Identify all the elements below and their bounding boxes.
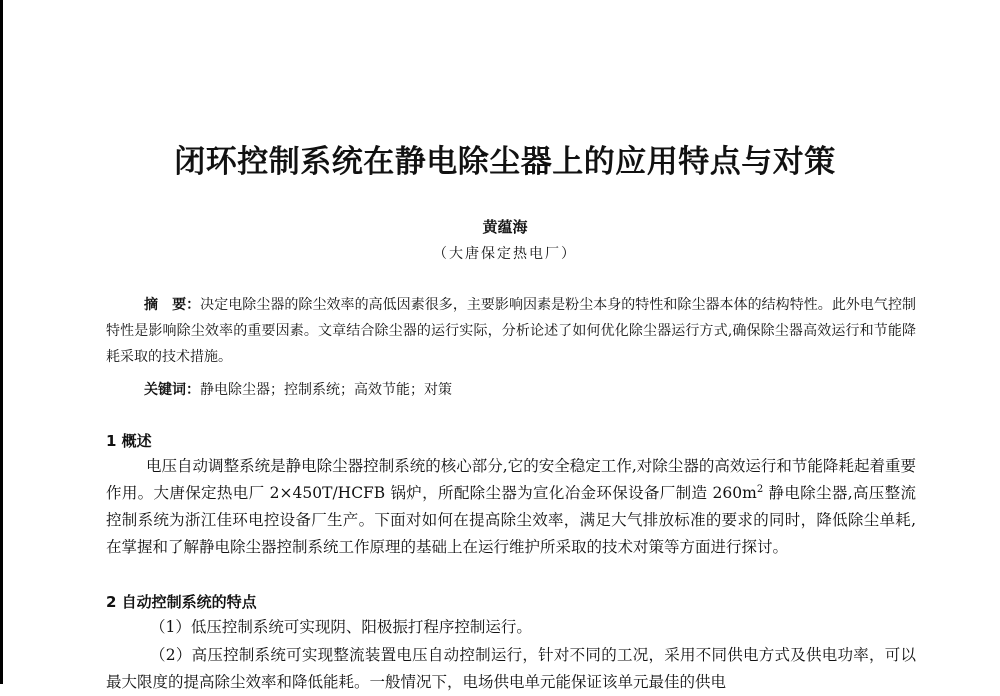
section-1-text-b: 静电除尘器,高压整流控制系统为浙江佳环电控设备厂生产。下面对如何在提高除尘效率，满足大气排放标准的要求的同时，降低除尘单耗,在掌握和了解静电除尘器控制系统工作原理的基础上在运行维护所采取的技术对策等方面进行探讨。	[106, 484, 916, 556]
scan-edge	[0, 0, 3, 684]
keywords-text: 静电除尘器；控制系统；高效节能；对策	[200, 382, 452, 398]
author-name: 黄蕴海	[482, 218, 528, 236]
paper-title: 闭环控制系统在静电除尘器上的应用特点与对策	[174, 144, 836, 180]
abstract-text: 决定电除尘器的除尘效率的高低因素很多，主要影响因素是粉尘本身的特性和除尘器本体的结构特性。此外电气控制特性是影响除尘效率的重要因素。文章结合除尘器的运行实际，分析论述了如何优化除尘器运行方式,确保除尘器高效运行和节能降耗采取的技术措施。	[106, 297, 917, 365]
author-affiliation: （大唐保定热电厂）	[433, 246, 577, 262]
abstract-label: 摘 要：	[144, 297, 201, 313]
section-2-item-1: （1）低压控制系统可实现阴、阳极振打程序控制运行。	[150, 618, 532, 636]
superscript-2: 2	[756, 483, 764, 495]
section-1-heading: 1 概述	[106, 432, 152, 450]
keywords-label: 关键词：	[144, 382, 200, 398]
section-1-paragraph	[106, 453, 916, 561]
keywords	[144, 378, 904, 402]
section-1-text-a: 电压自动调整系统是静电除尘器控制系统的核心部分,它的安全稳定工作,对除尘器的高效运行和节能降耗起着重要作用。大唐保定热电厂 2×450T/HCFB 锅炉，所配除尘器为宣化冶金环保设备厂制造 260m	[106, 457, 916, 502]
abstract	[106, 292, 916, 370]
section-2-item-2: （2）高压控制系统可实现整流装置电压自动控制运行，针对不同的工况，采用不同供电方式及供电功率，可以最大限度的提高除尘效率和降低能耗。一般情况下，电场供电单元能保证该单元最佳的供电	[106, 646, 916, 691]
section-2-heading: 2 自动控制系统的特点	[106, 593, 257, 611]
